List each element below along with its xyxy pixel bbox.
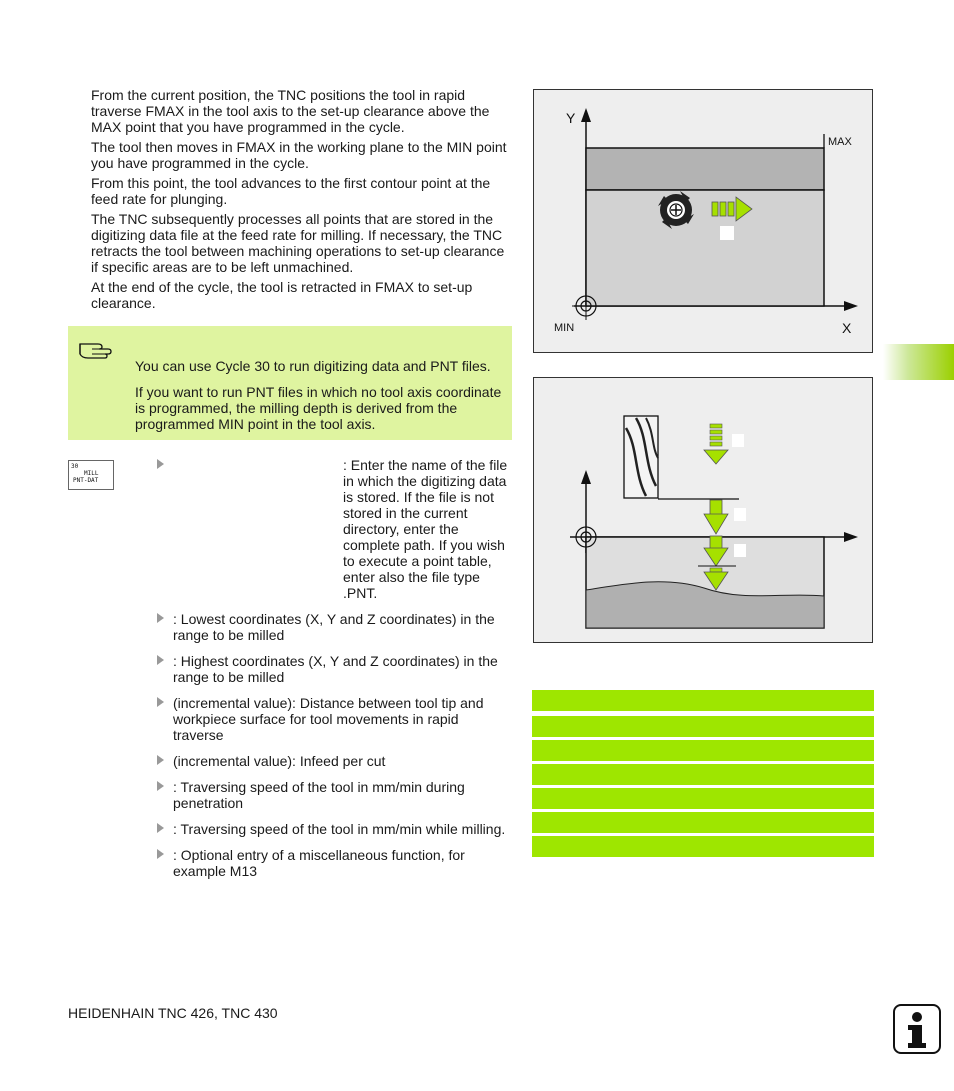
- parameter-list: [157, 457, 513, 889]
- figure-tool-axis: [533, 377, 873, 643]
- workpiece-top-band: [586, 148, 824, 190]
- param-text: : Highest coordinates (X, Y and Z coordinates) in the range to be milled: [173, 653, 498, 685]
- bullet-arrow-icon: [157, 781, 164, 791]
- intro-paragraph: The tool then moves in FMAX in the working plane to the MIN point you have programmed in the cycle.: [91, 139, 507, 171]
- end-mill-icon: [624, 416, 658, 498]
- bullet-arrow-icon: [157, 823, 164, 833]
- callout-box: [732, 434, 744, 447]
- x-axis-label: X: [842, 320, 852, 336]
- y-axis-label: Y: [566, 110, 576, 126]
- param-text: (incremental value): Distance between tool tip and workpiece surface for tool movements in rapid traverse: [173, 695, 484, 743]
- param-misc-function: [157, 847, 513, 879]
- min-label: MIN: [554, 322, 575, 334]
- bullet-arrow-icon: [157, 613, 164, 623]
- bullet-arrow-icon: [157, 655, 164, 665]
- program-line-bar: [532, 716, 874, 737]
- note-line: If you want to run PNT files in which no tool axis coordinate is programmed, the milling depth is derived from the programmed MIN point in the tool axis.: [135, 384, 502, 432]
- param-text: : Lowest coordinates (X, Y and Z coordinates) in the range to be milled: [173, 611, 495, 643]
- note-box: [68, 326, 512, 440]
- rapid-approach-arrow-icon: [704, 424, 728, 464]
- intro-paragraph: The TNC subsequently processes all points that are stored in the digitizing data file at the feed rate for milling. If necessary, the TNC retracts the tool between machining operations to set-up clearance if specific areas are to be left unmachined.: [91, 211, 505, 275]
- info-icon[interactable]: [893, 1004, 941, 1054]
- intro-paragraph: From the current position, the TNC positions the tool in rapid traverse FMAX in the tool axis to the set-up clearance above the MAX point that you have programmed in the cycle.: [91, 87, 490, 135]
- bullet-arrow-icon: [157, 755, 164, 765]
- param-text: : Optional entry of a miscellaneous function, for example M13: [173, 847, 465, 879]
- callout-box: [720, 226, 734, 240]
- bullet-arrow-icon: [157, 849, 164, 859]
- cycle-30-softkey[interactable]: [68, 460, 114, 490]
- param-text: : Enter the name of the file in which the digitizing data is stored. If the file is not stored in the current directory, enter the complete path. If you wish to execute a point table, enter also the file type .PNT.: [343, 457, 508, 601]
- param-max-point: [157, 653, 513, 685]
- program-line-bar: [532, 764, 874, 785]
- callout-box: [734, 544, 746, 557]
- softkey-line: 30: [71, 463, 79, 470]
- program-line-bar: [532, 836, 874, 857]
- workpiece-body: [586, 190, 824, 306]
- intro-paragraph: At the end of the cycle, the tool is retracted in FMAX to set-up clearance.: [91, 279, 473, 311]
- chapter-tab: [883, 344, 954, 380]
- param-setup-clearance: [157, 695, 513, 743]
- program-line-bar: [532, 788, 874, 809]
- softkey-line: PNT-DAT: [73, 477, 99, 484]
- softkey-line: MILL: [84, 470, 99, 477]
- intro-paragraph: From this point, the tool advances to the first contour point at the feed rate for plunging.: [91, 175, 491, 207]
- pointing-hand-icon: [78, 336, 114, 365]
- intro-text: [91, 87, 511, 315]
- param-text: : Traversing speed of the tool in mm/min while milling.: [173, 821, 506, 837]
- param-file-name: [157, 457, 513, 601]
- program-line-bar: [532, 740, 874, 761]
- program-line-bar: [532, 812, 874, 833]
- note-text: [135, 358, 505, 442]
- figure-working-plane: [533, 89, 873, 353]
- param-text: (incremental value): Infeed per cut: [173, 753, 386, 769]
- param-feed-milling: [157, 821, 513, 837]
- footer-text: HEIDENHAIN TNC 426, TNC 430: [68, 1005, 278, 1021]
- bullet-arrow-icon: [157, 459, 164, 469]
- param-min-point: [157, 611, 513, 643]
- param-text: : Traversing speed of the tool in mm/min during penetration: [173, 779, 465, 811]
- param-feed-plunging: [157, 779, 513, 811]
- bullet-arrow-icon: [157, 697, 164, 707]
- note-line: You can use Cycle 30 to run digitizing data and PNT files.: [135, 358, 491, 374]
- callout-box: [734, 508, 746, 521]
- param-plunging-depth: [157, 753, 513, 769]
- program-line-bar: [532, 690, 874, 711]
- max-label: MAX: [828, 136, 852, 148]
